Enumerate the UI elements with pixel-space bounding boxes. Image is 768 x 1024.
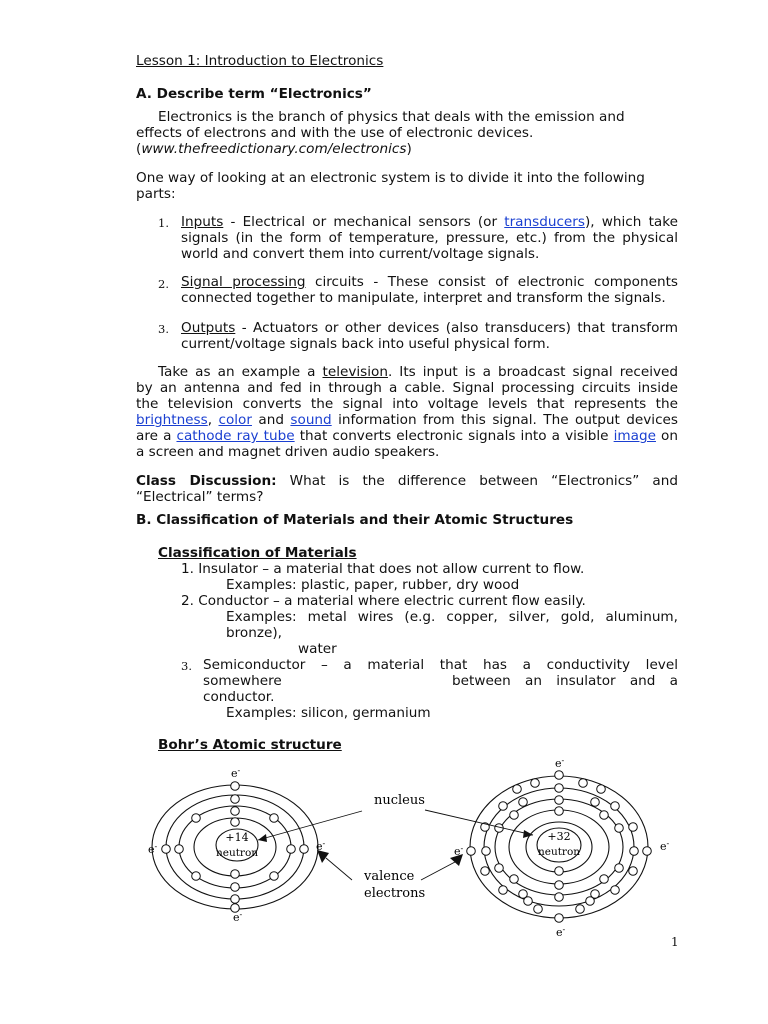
example-text-1a: Take as an example a bbox=[158, 364, 323, 380]
electron bbox=[231, 870, 240, 879]
electron bbox=[555, 796, 564, 805]
conductor-examples-3: water bbox=[298, 641, 337, 657]
conductor-line: 2. Conductor – a material where electric current flow easily. bbox=[181, 593, 586, 609]
electron bbox=[629, 867, 638, 876]
electron bbox=[555, 914, 564, 923]
arrowhead bbox=[523, 830, 533, 838]
electron bbox=[231, 807, 240, 816]
nucleus-label: nucleus bbox=[374, 793, 425, 808]
e-label: e- bbox=[660, 839, 670, 853]
electron bbox=[270, 814, 279, 823]
inputs-text-end: ), which take bbox=[584, 214, 678, 230]
color-link[interactable]: color bbox=[218, 412, 252, 428]
arrowheads bbox=[258, 830, 533, 866]
cathode-ray-tube-link[interactable]: cathode ray tube bbox=[176, 428, 295, 444]
electron bbox=[270, 872, 279, 881]
electron bbox=[231, 795, 240, 804]
electron bbox=[524, 897, 533, 906]
electron bbox=[231, 883, 240, 892]
electron bbox=[630, 847, 639, 856]
signal-processing-text: circuits - These consist of electronic components bbox=[305, 274, 678, 290]
signal-processing-term: Signal processing bbox=[181, 274, 306, 290]
example-line-6: a screen and magnet driven audio speakers. bbox=[136, 444, 440, 460]
item-1-number: 1. bbox=[158, 216, 169, 230]
electron bbox=[300, 845, 309, 854]
television-term: television bbox=[322, 364, 388, 380]
brightness-link[interactable]: brightness bbox=[136, 412, 208, 428]
e-label: e- bbox=[233, 910, 243, 924]
electron bbox=[175, 845, 184, 854]
conductor-examples-1: Examples: metal wires (e.g. copper, silver, gold, aluminum, bbox=[226, 609, 678, 625]
e-label: e- bbox=[555, 756, 565, 770]
electron bbox=[611, 802, 620, 811]
arrowhead bbox=[258, 834, 267, 842]
paren-open: ( bbox=[136, 141, 142, 157]
inputs-term: Inputs bbox=[181, 214, 224, 230]
outputs-term: Outputs bbox=[181, 320, 236, 336]
semiconductor-line-2b: between an insulator and a bbox=[452, 673, 678, 689]
electron bbox=[481, 867, 490, 876]
example-text-1c: . Its input is a broadcast signal received bbox=[387, 364, 679, 380]
paren-close: ) bbox=[406, 141, 412, 157]
lesson-title: Lesson 1: Introduction to Electronics bbox=[136, 53, 384, 69]
item-3-line-2: current/voltage signals back into useful physical form. bbox=[181, 336, 550, 352]
electron bbox=[579, 779, 588, 788]
electron bbox=[555, 881, 564, 890]
electron bbox=[629, 823, 638, 832]
e-label: e- bbox=[556, 925, 566, 939]
intro-line-2: parts: bbox=[136, 186, 176, 202]
electron bbox=[287, 845, 296, 854]
semiconductor-line-1: Semiconductor – a material that has a conductivity level bbox=[203, 657, 678, 673]
electron bbox=[162, 845, 171, 854]
electron bbox=[231, 782, 240, 791]
electron bbox=[576, 905, 585, 914]
right-charge: +32 bbox=[547, 830, 571, 843]
example-line-2: by an antenna and fed in through a cable. Signal processing circuits inside bbox=[136, 380, 678, 396]
semiconductor-line-2a: somewhere bbox=[203, 673, 282, 689]
e-label: e- bbox=[454, 844, 464, 858]
electron bbox=[600, 875, 609, 884]
valence-pointer-right bbox=[421, 862, 455, 880]
image-link[interactable]: image bbox=[613, 428, 656, 444]
insulator-line: 1. Insulator – a material that does not allow current to flow. bbox=[181, 561, 585, 577]
inputs-text: - Electrical or mechanical sensors (or bbox=[223, 214, 505, 230]
item-2-number: 2. bbox=[158, 277, 169, 291]
electron bbox=[513, 785, 522, 794]
electron bbox=[499, 802, 508, 811]
electron bbox=[586, 897, 595, 906]
electron bbox=[510, 875, 519, 884]
comma: , bbox=[207, 412, 219, 428]
example-line-3: the television converts the signal into voltage levels that represents the bbox=[136, 396, 678, 412]
section-b-heading: B. Classification of Materials and their Atomic Structures bbox=[136, 512, 574, 528]
electron bbox=[231, 818, 240, 827]
item-2-line-2: connected together to manipulate, interpret and transform the signals. bbox=[181, 290, 666, 306]
discussion-label: Class Discussion: bbox=[136, 473, 277, 489]
item-1-line-2: signals (in the form of temperature, pressure, etc.) from the physical bbox=[181, 230, 678, 246]
bohr-heading: Bohr’s Atomic structure bbox=[158, 737, 342, 753]
electron bbox=[615, 864, 624, 873]
valence-label-2: electrons bbox=[364, 886, 426, 901]
electron bbox=[495, 864, 504, 873]
item-1-line-3: world and convert them into current/voltage signals. bbox=[181, 246, 540, 262]
electron bbox=[192, 814, 201, 823]
page-number: 1 bbox=[671, 935, 679, 949]
electron bbox=[597, 785, 606, 794]
electron bbox=[615, 824, 624, 833]
left-neutron: neutron bbox=[215, 847, 259, 859]
discussion-line-2: “Electrical” terms? bbox=[136, 489, 264, 505]
electron bbox=[591, 798, 600, 807]
discussion-question: What is the difference between “Electronics” and bbox=[276, 473, 678, 489]
and-text: and bbox=[251, 412, 291, 428]
e-label: e- bbox=[316, 839, 326, 853]
example-text-4f: information from this signal. The output devices bbox=[331, 412, 679, 428]
e-label: e- bbox=[148, 842, 158, 856]
transducers-link[interactable]: transducers bbox=[504, 214, 585, 230]
section-a-heading: A. Describe term “Electronics” bbox=[136, 86, 372, 102]
example-text-5e: on bbox=[655, 428, 678, 444]
electron bbox=[482, 847, 491, 856]
item-3-number: 3. bbox=[158, 322, 169, 336]
electron bbox=[534, 905, 543, 914]
electron bbox=[555, 807, 564, 816]
electron bbox=[643, 847, 652, 856]
right-neutron: neutron bbox=[537, 846, 581, 858]
insulator-examples: Examples: plastic, paper, rubber, dry wood bbox=[226, 577, 520, 593]
valence-label-1: valence bbox=[364, 869, 415, 884]
sound-link[interactable]: sound bbox=[290, 412, 332, 428]
intro-line-1: One way of looking at an electronic system is to divide it into the following bbox=[136, 170, 645, 186]
electron bbox=[499, 886, 508, 895]
semiconductor-line-3: conductor. bbox=[203, 689, 275, 705]
electron bbox=[600, 811, 609, 820]
electron bbox=[531, 779, 540, 788]
example-text-5c: that converts electronic signals into a visible bbox=[294, 428, 614, 444]
electron bbox=[519, 798, 528, 807]
valence-pointer-left bbox=[326, 858, 352, 880]
electron bbox=[611, 886, 620, 895]
e-label: e- bbox=[231, 766, 241, 780]
definition-line-2: effects of electrons and with the use of electronic devices. bbox=[136, 125, 534, 141]
electron bbox=[555, 784, 564, 793]
electron bbox=[231, 895, 240, 904]
semiconductor-examples: Examples: silicon, germanium bbox=[226, 705, 431, 721]
electron bbox=[555, 893, 564, 902]
classification-heading: Classification of Materials bbox=[158, 545, 357, 561]
electron bbox=[467, 847, 476, 856]
left-charge: +14 bbox=[225, 831, 249, 844]
example-text-5a: are a bbox=[136, 428, 177, 444]
electron bbox=[555, 867, 564, 876]
semiconductor-number: 3. bbox=[181, 659, 192, 673]
electron bbox=[192, 872, 201, 881]
conductor-examples-2: bronze), bbox=[226, 625, 282, 641]
source-url: www.thefreedictionary.com/electronics bbox=[141, 141, 407, 157]
electron bbox=[510, 811, 519, 820]
definition-line-1: Electronics is the branch of physics that deals with the emission and bbox=[158, 109, 625, 125]
outputs-text: - Actuators or other devices (also transducers) that transform bbox=[235, 320, 678, 336]
electron bbox=[555, 771, 564, 780]
